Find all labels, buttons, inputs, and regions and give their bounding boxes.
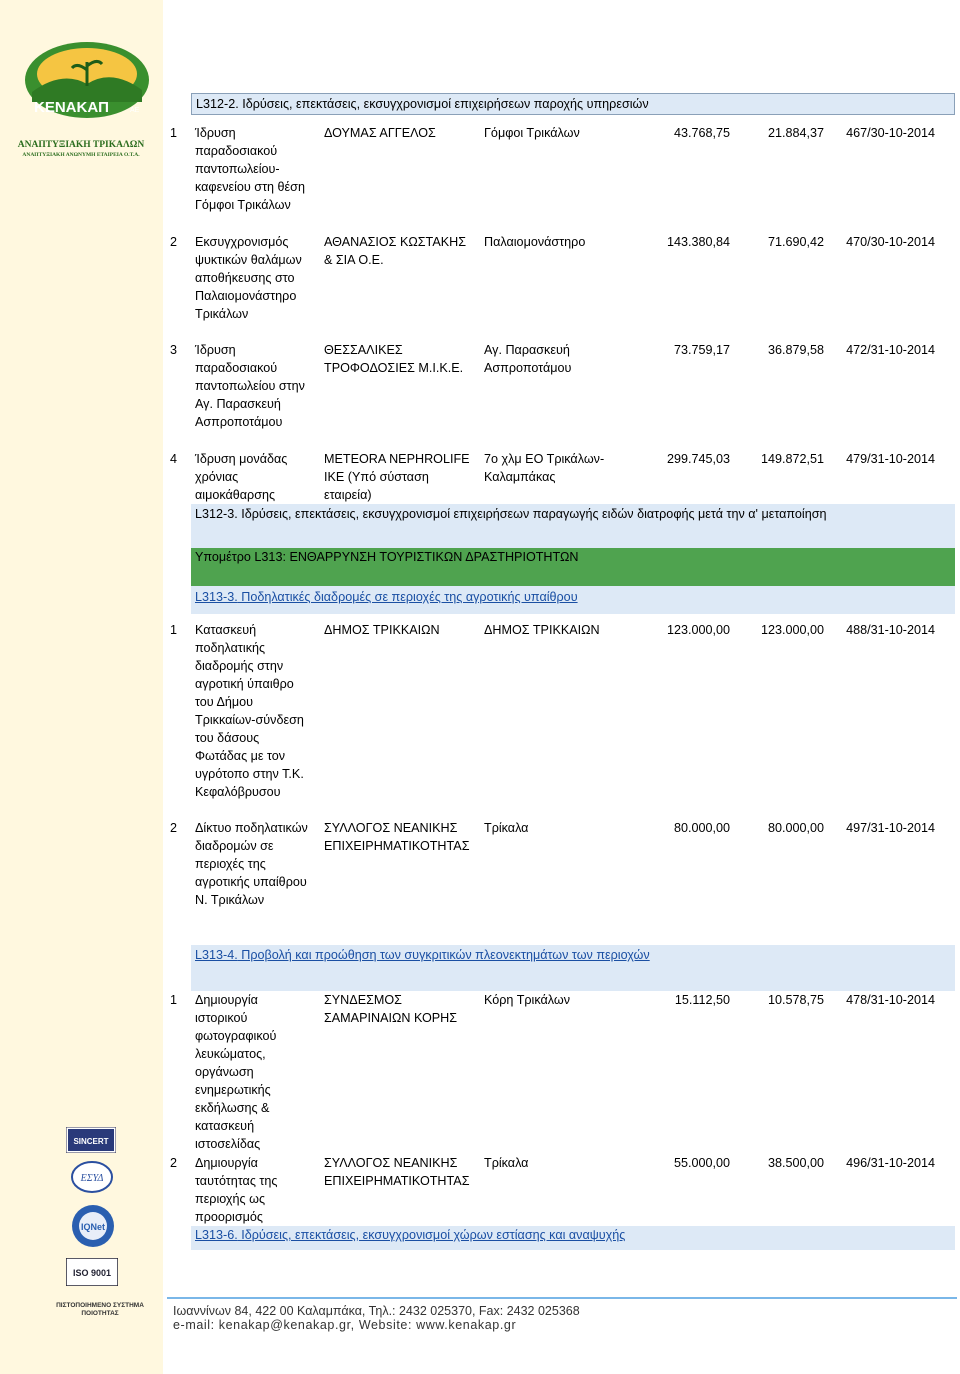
logo-caption: ΑΝΑΠΤΥΞΙΑΚΗ ΤΡΙΚΑΛΩΝ xyxy=(17,140,145,150)
project-description: Ίδρυση παραδοσιακού παντοπωλείου-καφενείου στη θέση Γόμφοι Τρικάλων xyxy=(195,126,305,212)
beneficiary: ΣΥΛΛΟΓΟΣ ΝΕΑΝΙΚΗΣ ΕΠΙΧΕΙΡΗΜΑΤΙΚΟΤΗΤΑΣ xyxy=(324,821,470,853)
beneficiary: ΣΥΝΔΕΣΜΟΣ ΣΑΜΑΡΙΝΑΙΩΝ ΚΟΡΗΣ xyxy=(324,993,458,1025)
public-expenditure: 36.879,58 xyxy=(767,343,824,357)
section-header-l312-2 xyxy=(191,93,955,115)
project-description: Δημιουργία ιστορικού φωτογραφικού λευκώματος, οργάνωση ενημερωτικής εκδήλωσης & κατασκευή ιστοσελίδας xyxy=(195,993,277,1151)
location: Αγ. Παρασκευή Ασπροποτάμου xyxy=(484,343,572,375)
iqnet-text: IQNet xyxy=(80,1222,106,1232)
beneficiary: ΔΟΥΜΑΣ ΑΓΓΕΛΟΣ xyxy=(324,126,436,140)
section-title: Προβολή και προώθηση των συγκριτικών πλεονεκτημάτων των περιοχών xyxy=(237,948,650,962)
logo-suffix: ΑΕ xyxy=(130,107,140,114)
section-header-l312-3 xyxy=(191,504,955,548)
decision-number: 472/31-10-2014 xyxy=(846,343,935,357)
location: Τρίκαλα xyxy=(484,821,529,835)
location: 7ο χλμ ΕΟ Τρικάλων-Καλαμπάκας xyxy=(484,452,605,484)
public-expenditure: 10.578,75 xyxy=(767,993,824,1007)
public-expenditure: 149.872,51 xyxy=(760,452,824,466)
location: Κόρη Τρικάλων xyxy=(484,993,571,1007)
iso-text: ISO 9001 xyxy=(72,1268,112,1278)
section-code: L312-3. xyxy=(195,507,238,521)
public-expenditure: 21.884,37 xyxy=(767,126,824,140)
esyd-logo xyxy=(70,1160,114,1194)
section-code: L313-4. xyxy=(195,948,238,962)
row-number: 4 xyxy=(170,452,178,466)
row-number: 2 xyxy=(170,821,178,835)
location: ΔΗΜΟΣ ΤΡΙΚΚΑΙΩΝ xyxy=(484,623,600,637)
iqnet-logo xyxy=(70,1203,116,1249)
row-number: 2 xyxy=(170,235,178,249)
row-number: 3 xyxy=(170,343,178,357)
document-body xyxy=(164,0,960,1374)
section-code: L312-2. xyxy=(196,97,239,111)
row-number: 1 xyxy=(170,993,178,1007)
beneficiary: ΑΘΑΝΑΣΙΟΣ ΚΩΣΤΑΚΗΣ & ΣΙΑ Ο.Ε. xyxy=(324,235,466,267)
decision-number: 470/30-10-2014 xyxy=(846,235,935,249)
beneficiary: ΣΥΛΛΟΓΟΣ ΝΕΑΝΙΚΗΣ ΕΠΙΧΕΙΡΗΜΑΤΙΚΟΤΗΤΑΣ xyxy=(324,1156,470,1188)
project-description: Ίδρυση μονάδας χρόνιας αιμοκάθαρσης xyxy=(195,452,288,502)
sidebar xyxy=(0,0,163,1374)
decision-number: 479/31-10-2014 xyxy=(846,452,935,466)
logo-subcaption: ΑΝΑΠΤΥΞΙΑΚΗ ΑΝΩΝΥΜΗ ΕΤΑΙΡΕΙΑ Ο.Τ.Α. xyxy=(22,152,140,158)
section-title: Ιδρύσεις, επεκτάσεις, εκσυγχρονισμοί επιχειρήσεων παραγωγής ειδών διατροφής μετά την α' μεταποίηση xyxy=(237,507,827,521)
submeasure-header-l313 xyxy=(191,548,955,586)
budget-amount: 73.759,17 xyxy=(673,343,730,357)
location: Τρίκαλα xyxy=(484,1156,529,1170)
decision-number: 488/31-10-2014 xyxy=(846,623,935,637)
public-expenditure: 71.690,42 xyxy=(767,235,824,249)
project-description: Δίκτυο ποδηλατικών διαδρομών σε περιοχές της αγροτικής υπαίθρου Ν. Τρικάλων xyxy=(195,821,308,907)
section-code: L313-3. xyxy=(195,590,238,604)
beneficiary: ΘΕΣΣΑΛΙΚΕΣ ΤΡΟΦΟΔΟΣΙΕΣ Μ.Ι.Κ.Ε. xyxy=(324,343,464,375)
row-number: 2 xyxy=(170,1156,178,1170)
budget-amount: 143.380,84 xyxy=(666,235,730,249)
public-expenditure: 38.500,00 xyxy=(767,1156,824,1170)
public-expenditure: 80.000,00 xyxy=(767,821,824,835)
section-header-l313-6 xyxy=(191,1226,955,1250)
certification-label: ΠΙΣΤΟΠΟΙΗΜΕΝΟ ΣΥΣΤΗΜΑ ΠΟΙΟΤΗΤΑΣ xyxy=(56,1302,144,1317)
sincert-text: SINCERT xyxy=(73,1137,109,1146)
kenakap-logo xyxy=(22,40,152,120)
section-header-l313-3 xyxy=(191,586,955,614)
section-header-l313-4 xyxy=(191,945,955,991)
logo-text: ΚΕΝΑΚΑΠ xyxy=(34,99,109,116)
iso-logo xyxy=(66,1258,118,1286)
section-title: Ιδρύσεις, επεκτάσεις, εκσυγχρονισμοί χώρων εστίασης και αναψυχής xyxy=(237,1228,626,1242)
beneficiary: ΔΗΜΟΣ ΤΡΙΚΚΑΙΩΝ xyxy=(324,623,440,637)
budget-amount: 55.000,00 xyxy=(673,1156,730,1170)
decision-number: 478/31-10-2014 xyxy=(846,993,935,1007)
budget-amount: 299.745,03 xyxy=(666,452,730,466)
section-title: Ιδρύσεις, επεκτάσεις, εκσυγχρονισμοί επιχειρήσεων παροχής υπηρεσιών xyxy=(238,97,649,111)
sincert-logo xyxy=(66,1127,116,1153)
project-description: Δημιουργία ταυτότητας της περιοχής ως προορισμός xyxy=(195,1156,278,1224)
section-code: L313-6. xyxy=(195,1228,238,1242)
location: Γόμφοι Τρικάλων xyxy=(484,126,580,140)
location: Παλαιομονάστηρο xyxy=(484,235,586,249)
budget-amount: 43.768,75 xyxy=(673,126,730,140)
section-title: Ποδηλατικές διαδρομές σε περιοχές της αγροτικής υπαίθρου xyxy=(237,590,578,604)
row-number: 1 xyxy=(170,623,178,637)
project-description: Ίδρυση παραδοσιακού παντοπωλείου στην Αγ. Παρασκευή Ασπροποτάμου xyxy=(195,343,305,429)
beneficiary: METEORA NEPHROLIFE IKE (Υπό σύσταση εταιρεία) xyxy=(324,452,470,502)
decision-number: 496/31-10-2014 xyxy=(846,1156,935,1170)
submeasure-title: Υπομέτρο L313: ΕΝΘΑΡΡΥΝΣΗ ΤΟΥΡΙΣΤΙΚΩΝ ΔΡΑΣΤΗΡΙΟΤΗΤΩΝ xyxy=(195,550,579,564)
esyd-text: ΕΣΥΔ xyxy=(80,1173,104,1184)
project-description: Εκσυγχρονισμός ψυκτικών θαλάμων αποθήκευσης στο Παλαιομονάστηρο Τρικάλων xyxy=(195,235,302,321)
footer-contact: e-mail: kenakap@kenakap.gr, Website: www.kenakap.gr xyxy=(173,1318,517,1332)
row-number: 1 xyxy=(170,126,178,140)
public-expenditure: 123.000,00 xyxy=(760,623,824,637)
page-footer xyxy=(167,1297,957,1337)
budget-amount: 123.000,00 xyxy=(666,623,730,637)
budget-amount: 15.112,50 xyxy=(674,993,730,1007)
budget-amount: 80.000,00 xyxy=(673,821,730,835)
decision-number: 467/30-10-2014 xyxy=(846,126,935,140)
footer-address: Ιωαννίνων 84, 422 00 Καλαμπάκα, Τηλ.: 2432 025370, Fax: 2432 025368 xyxy=(173,1304,580,1318)
project-description: Κατασκευή ποδηλατικής διαδρομής στην αγροτική ύπαιθρο του Δήμου Τρικκαίων-σύνδεση του δάσους Φωτάδας με τον υγρότοπο στην Τ.Κ. Κεφαλόβρυσου xyxy=(195,623,304,799)
decision-number: 497/31-10-2014 xyxy=(846,821,935,835)
